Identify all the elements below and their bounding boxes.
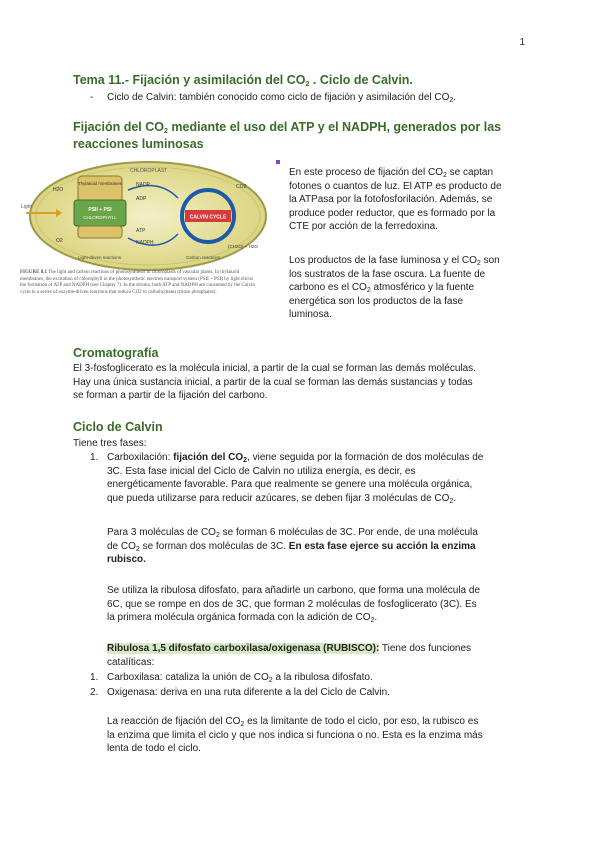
list-item-carboxilacion: Carboxilación: fijación del $CO_2$, viene seguida por la formación de dos moléculas de 3C. Esta fase inicial del Ciclo de Calvin no utiliza energía, es decir, es energéticamente favorable. Para que realmente se genere una molécula orgánica, que pueda utilizarse para reducir azúcares, se deben fijar 3 moléculas de $CO_2$. xyxy=(107,452,484,505)
light-label: Light xyxy=(21,204,32,210)
svg-text:CO2: CO2 xyxy=(236,184,247,190)
thylakoid-box xyxy=(78,176,122,202)
section-heading-fijacion: Fijación del $CO_2$ mediante el uso del ATP y el NADPH, generados por las reacciones luminosas xyxy=(73,120,502,151)
text-line: los sustratos de la fase oscura. La fuente de xyxy=(289,268,486,280)
text-line: fotones o cuantos de luz. El ATP es producto de xyxy=(289,180,502,192)
text-line: Los productos de la fase luminosa y el $CO_2$ son xyxy=(289,255,500,267)
figure-caption: FIGURE 8.1 The light and carbon reactions of photosynthesis in chloroplasts of vascular plants. In thylakoid membranes, the excitation of chlorophyll in the photosynthetic electron transport system (PSII + PSI) by light elicits the formation of ATP and NADPH (see Chapter 7). In the stroma, both ATP and NADPH are consumed by the Calvin cycle in a series of enzyme-driven reactions that reduce CO2 to carbohydrates (triose phosphates). xyxy=(20,270,255,295)
text-line: carbono es el $CO_2$ atmosférico y la fuente xyxy=(289,282,475,295)
svg-text:Thylakoid membranes: Thylakoid membranes xyxy=(77,181,123,186)
svg-text:ADP: ADP xyxy=(136,196,147,202)
svg-text:CHLOROPLAST: CHLOROPLAST xyxy=(130,168,168,174)
paragraph-cromatografia: El 3-fosfoglicerato es la molécula inicial, a partir de la cual se forman las demás moléculas. Hay una única sustancia inicial, a partir de la cual se forman las demás sustancias y todas se forman a partir de la fijación del carbono. xyxy=(73,363,476,402)
section-heading-cromatografia: Cromatografía xyxy=(73,346,159,360)
text-line: energética son los productos de la fase xyxy=(289,295,463,307)
svg-text:NADPH: NADPH xyxy=(136,240,154,246)
paragraph-fijacion-1 xyxy=(289,166,527,234)
rubisco-highlight: Ribulosa 1,5 difosfato carboxilasa/oxigenasa (RUBISCO): xyxy=(107,643,380,654)
page-title: Tema 11.- Fijación y asimilación del $CO_2$ . Ciclo de Calvin. xyxy=(73,73,413,88)
page-number: 1 xyxy=(519,37,525,48)
ps-box xyxy=(74,200,126,226)
text-line: CTE por acción de la ferredoxina. xyxy=(289,221,438,233)
text-line: produce poder reductor, que es formado por la xyxy=(289,207,496,219)
text-line: luminosa. xyxy=(289,309,332,321)
svg-text:ATP: ATP xyxy=(136,228,146,234)
svg-text:Carbon reactions: Carbon reactions xyxy=(186,255,221,260)
svg-text:CHLOROPHYLL: CHLOROPHYLL xyxy=(83,215,117,220)
text-line: la ATPasa por la fotofosforilación. Además, se xyxy=(289,194,493,206)
chloroplast-diagram xyxy=(18,158,280,330)
svg-text:O2: O2 xyxy=(56,238,63,244)
svg-text:(CH2O) + H2O: (CH2O) + H2O xyxy=(228,244,258,249)
paragraph-3-moleculas: Para 3 moléculas de $CO_2$ se forman 6 moléculas de 3C. Por ende, de una molécula de $CO_2$ se forman dos moléculas de 3C. En esta fase ejerce su acción la enzima rubisco. xyxy=(107,527,478,566)
svg-text:PSII + PSI: PSII + PSI xyxy=(88,207,112,213)
paragraph-fijacion-2 xyxy=(289,254,527,322)
text-line: En este proceso de fijación del $CO_2$ se captan xyxy=(289,167,494,179)
intro-bullet-text: Ciclo de Calvin: también conocido como ciclo de fijación y asimilación del $CO_2$. xyxy=(107,92,457,104)
list-item-oxigenasa: Oxigenasa: deriva en una ruta diferente a la del Ciclo de Calvin. xyxy=(107,687,390,698)
svg-text:Light-driven reactions: Light-driven reactions xyxy=(78,255,122,260)
paragraph-limitante: La reacción de fijación del $CO_2$ es la limitante de todo el ciclo, por eso, la rubisco es la enzima que limita el ciclo y que nos indica si funciona o no. Esta es la enzima más lenta de todo el ciclo. xyxy=(107,716,483,755)
svg-text:H2O: H2O xyxy=(53,187,64,193)
list-number-sub2: 2. xyxy=(90,687,99,698)
paragraph-rubisco: Ribulosa 1,5 difosfato carboxilasa/oxigenasa (RUBISCO): Tiene dos funciones catalíticas: xyxy=(107,643,472,668)
chloroplast-figure xyxy=(18,158,280,330)
section-heading-calvin: Ciclo de Calvin xyxy=(73,420,163,434)
intro-bullet: - xyxy=(90,92,94,103)
bullet-marker xyxy=(276,160,280,164)
list-number-1: 1. xyxy=(90,452,99,463)
list-item-carboxilasa: Carboxilasa: cataliza la unión de $CO_2$ a la ribulosa difosfato. xyxy=(107,672,373,684)
svg-text:NADP: NADP xyxy=(136,182,150,188)
list-number-sub1: 1. xyxy=(90,672,99,683)
calvin-intro: Tiene tres fases: xyxy=(73,438,147,449)
paragraph-ribulosa: Se utiliza la ribulosa difosfato, para añadirle un carbono, que forma una molécula de 6C, que se rompe en dos de 3C, que forman 2 moléculas de fosfoglicerato (3C). Es la primera molécula orgánica formada con la adición de $CO_2$. xyxy=(107,585,481,625)
svg-text:CALVIN CYCLE: CALVIN CYCLE xyxy=(189,214,227,221)
